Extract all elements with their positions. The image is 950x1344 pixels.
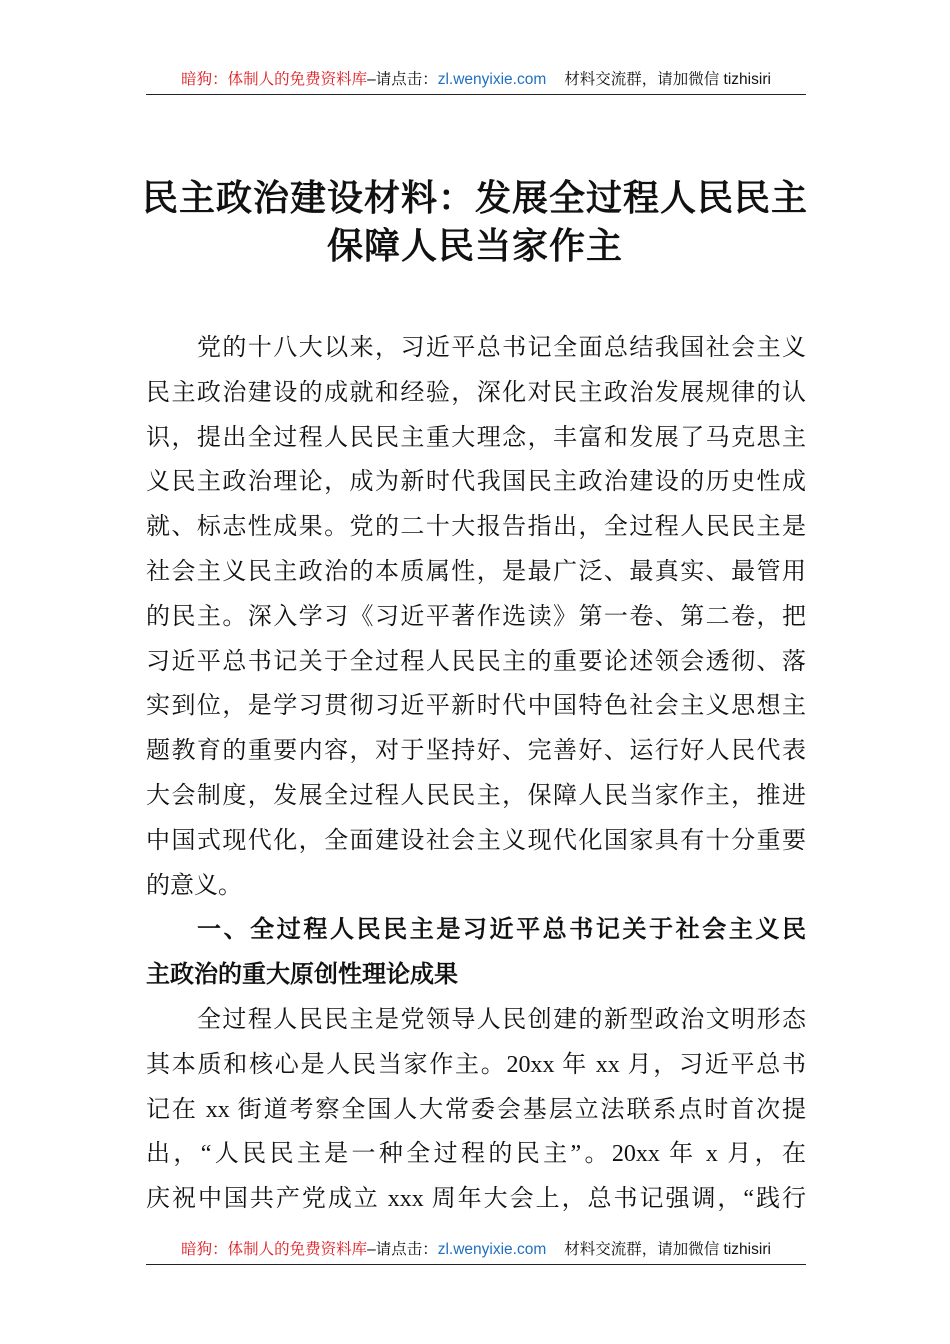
- paragraph-line: 中国式现代化，全面建设社会主义现代化国家具有十分重要: [146, 827, 806, 854]
- paragraph-line: 就、标志性成果。党的二十大报告指出，全过程人民民主是: [146, 514, 806, 541]
- paragraph-line: 民主政治建设的成就和经验，深化对民主政治发展规律的认: [146, 379, 806, 406]
- paragraph-line: 社会主义民主政治的本质属性，是最广泛、最真实、最管用: [146, 558, 806, 585]
- header-site-name: 暗狗：体制人的免费资料库: [181, 71, 368, 88]
- paragraph-line: 庆祝中国共产党成立 xxx 周年大会上，总书记强调，“践行: [146, 1186, 806, 1213]
- document-body: [146, 326, 806, 1222]
- header-link[interactable]: zl.wenyixie.com: [437, 71, 547, 88]
- document-title-line-1: 民主政治建设材料：发展全过程人民民主: [141, 178, 808, 218]
- paragraph-line: 的民主。深入学习《习近平著作选读》第一卷、第二卷，把: [146, 603, 806, 630]
- page-footer: [146, 1236, 806, 1265]
- paragraph-line: 其本质和核心是人民当家作主。20xx 年 xx 月，习近平总书: [146, 1051, 806, 1078]
- paragraph-line: 的意义。: [146, 872, 242, 899]
- document-title-line-2: 保障人民当家作主: [326, 226, 623, 266]
- paragraph-line: 实到位，是学习贯彻习近平新时代中国特色社会主义思想主: [146, 693, 806, 720]
- paragraph-line: 记在 xx 街道考察全国人大常委会基层立法联系点时首次提: [146, 1096, 806, 1123]
- paragraph-line: 党的十八大以来，习近平总书记全面总结我国社会主义: [197, 335, 806, 361]
- paragraph-line: 出，“人民民主是一种全过程的民主”。20xx 年 x 月，在: [146, 1141, 806, 1168]
- paragraph-line: 识，提出全过程人民民主重大理念，丰富和发展了马克思主: [146, 424, 806, 451]
- paragraph-line: 义民主政治理论，成为新时代我国民主政治建设的历史性成: [146, 469, 806, 496]
- footer-contact: 材料交流群，请加微信 tizhisiri: [564, 1241, 771, 1258]
- paragraph-line: 习近平总书记关于全过程人民民主的重要论述领会透彻、落: [146, 648, 806, 675]
- footer-prompt: –请点击：: [367, 1241, 438, 1258]
- footer-link[interactable]: zl.wenyixie.com: [437, 1241, 547, 1258]
- page-header: [146, 66, 806, 95]
- footer-site-name: 暗狗：体制人的免费资料库: [181, 1241, 368, 1258]
- header-contact: 材料交流群，请加微信 tizhisiri: [564, 71, 771, 88]
- paragraph-line: 全过程人民民主是党领导人民创建的新型政治文明形态: [197, 1006, 806, 1033]
- header-prompt: –请点击：: [367, 71, 438, 88]
- section-heading-line: 主政治的重大原创性理论成果: [146, 961, 458, 989]
- section-heading-line: 一、全过程人民民主是习近平总书记关于社会主义民: [197, 916, 806, 944]
- paragraph-line: 题教育的重要内容，对于坚持好、完善好、运行好人民代表: [146, 738, 806, 765]
- paragraph-line: 大会制度，发展全过程人民民主，保障人民当家作主，推进: [146, 782, 806, 809]
